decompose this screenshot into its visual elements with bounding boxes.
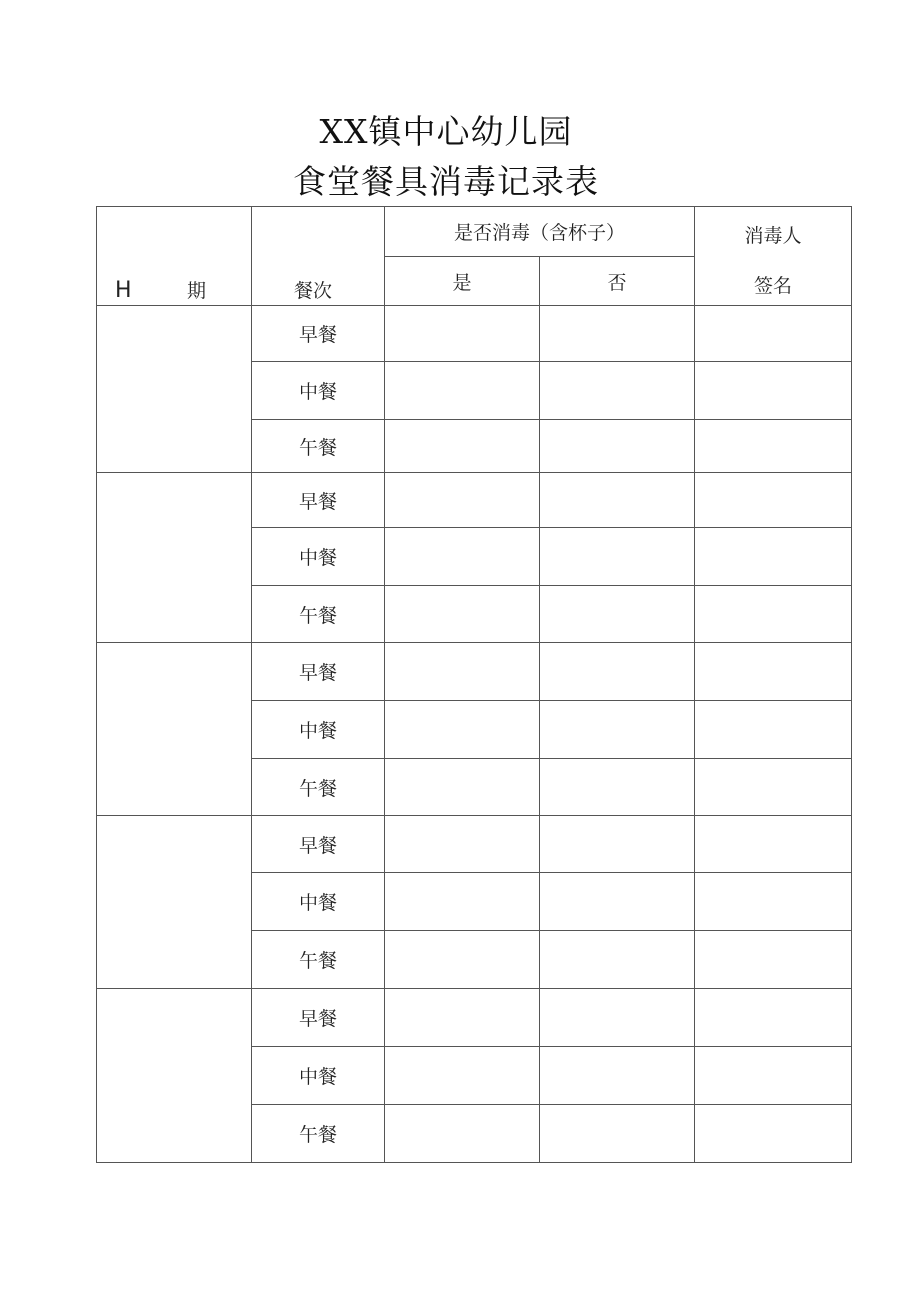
signer-cell[interactable] bbox=[695, 816, 852, 873]
meal-cell: 中餐 bbox=[252, 701, 385, 759]
signer-cell[interactable] bbox=[695, 1105, 852, 1163]
meal-cell: 中餐 bbox=[252, 362, 385, 420]
yes-cell[interactable] bbox=[385, 306, 540, 362]
signer-cell[interactable] bbox=[695, 643, 852, 701]
signer-cell[interactable] bbox=[695, 362, 852, 420]
yes-header: 是 bbox=[385, 257, 540, 306]
meal-cell: 早餐 bbox=[252, 643, 385, 701]
signer-cell[interactable] bbox=[695, 1047, 852, 1105]
yes-cell[interactable] bbox=[385, 473, 540, 528]
signer-cell[interactable] bbox=[695, 586, 852, 643]
signer-header-cell bbox=[695, 207, 852, 306]
date-header-cell bbox=[97, 207, 252, 306]
yes-cell[interactable] bbox=[385, 586, 540, 643]
signer-cell[interactable] bbox=[695, 873, 852, 931]
meal-cell: 午餐 bbox=[252, 586, 385, 643]
signer-cell[interactable] bbox=[695, 701, 852, 759]
meal-header-label: 餐次 bbox=[294, 280, 333, 302]
date-cell[interactable] bbox=[97, 643, 252, 816]
meal-header-cell bbox=[252, 207, 385, 306]
meal-cell: 早餐 bbox=[252, 473, 385, 528]
meal-row bbox=[97, 816, 852, 873]
date-cell[interactable] bbox=[97, 473, 252, 643]
header-row-top bbox=[97, 207, 852, 257]
no-cell[interactable] bbox=[540, 816, 695, 873]
no-cell[interactable] bbox=[540, 1047, 695, 1105]
no-cell[interactable] bbox=[540, 420, 695, 473]
yes-cell[interactable] bbox=[385, 420, 540, 473]
meal-cell: 午餐 bbox=[252, 931, 385, 989]
signer-cell[interactable] bbox=[695, 989, 852, 1047]
no-cell[interactable] bbox=[540, 759, 695, 816]
signer-cell[interactable] bbox=[695, 420, 852, 473]
meal-cell: 中餐 bbox=[252, 1047, 385, 1105]
yes-cell[interactable] bbox=[385, 362, 540, 420]
document-title: XX镇中心幼儿园 bbox=[319, 112, 573, 151]
date-header-part1: H bbox=[115, 278, 132, 303]
yes-cell[interactable] bbox=[385, 643, 540, 701]
yes-cell[interactable] bbox=[385, 759, 540, 816]
meal-cell: 午餐 bbox=[252, 1105, 385, 1163]
signer-cell[interactable] bbox=[695, 931, 852, 989]
meal-row bbox=[97, 989, 852, 1047]
no-cell[interactable] bbox=[540, 1105, 695, 1163]
no-cell[interactable] bbox=[540, 643, 695, 701]
meal-cell: 早餐 bbox=[252, 989, 385, 1047]
meal-row bbox=[97, 473, 852, 528]
signer-cell[interactable] bbox=[695, 473, 852, 528]
meal-cell: 早餐 bbox=[252, 816, 385, 873]
yes-cell[interactable] bbox=[385, 1047, 540, 1105]
date-cell[interactable] bbox=[97, 816, 252, 989]
signer-cell[interactable] bbox=[695, 306, 852, 362]
meal-cell: 中餐 bbox=[252, 528, 385, 586]
date-cell[interactable] bbox=[97, 306, 252, 473]
signer-header-line2: 签名 bbox=[754, 275, 793, 297]
yes-cell[interactable] bbox=[385, 816, 540, 873]
meal-cell: 午餐 bbox=[252, 420, 385, 473]
signer-header-line1: 消毒人 bbox=[744, 225, 802, 247]
yes-cell[interactable] bbox=[385, 931, 540, 989]
no-cell[interactable] bbox=[540, 473, 695, 528]
yes-cell[interactable] bbox=[385, 701, 540, 759]
no-header: 否 bbox=[540, 257, 695, 306]
meal-cell: 午餐 bbox=[252, 759, 385, 816]
no-cell[interactable] bbox=[540, 989, 695, 1047]
meal-row bbox=[97, 643, 852, 701]
no-cell[interactable] bbox=[540, 931, 695, 989]
disinfection-log-table bbox=[96, 206, 852, 1163]
no-cell[interactable] bbox=[540, 528, 695, 586]
signer-cell[interactable] bbox=[695, 759, 852, 816]
yes-cell[interactable] bbox=[385, 528, 540, 586]
meal-row bbox=[97, 306, 852, 362]
no-cell[interactable] bbox=[540, 306, 695, 362]
yes-cell[interactable] bbox=[385, 1105, 540, 1163]
signer-cell[interactable] bbox=[695, 528, 852, 586]
no-cell[interactable] bbox=[540, 362, 695, 420]
no-cell[interactable] bbox=[540, 701, 695, 759]
yes-cell[interactable] bbox=[385, 873, 540, 931]
no-cell[interactable] bbox=[540, 873, 695, 931]
yes-cell[interactable] bbox=[385, 989, 540, 1047]
meal-cell: 早餐 bbox=[252, 306, 385, 362]
date-cell[interactable] bbox=[97, 989, 252, 1163]
no-cell[interactable] bbox=[540, 586, 695, 643]
document-subtitle: 食堂餐具消毒记录表 bbox=[293, 162, 599, 201]
disinfected-group-header: 是否消毒（含杯子） bbox=[385, 207, 695, 257]
meal-cell: 中餐 bbox=[252, 873, 385, 931]
date-header-part2: 期 bbox=[187, 280, 207, 302]
